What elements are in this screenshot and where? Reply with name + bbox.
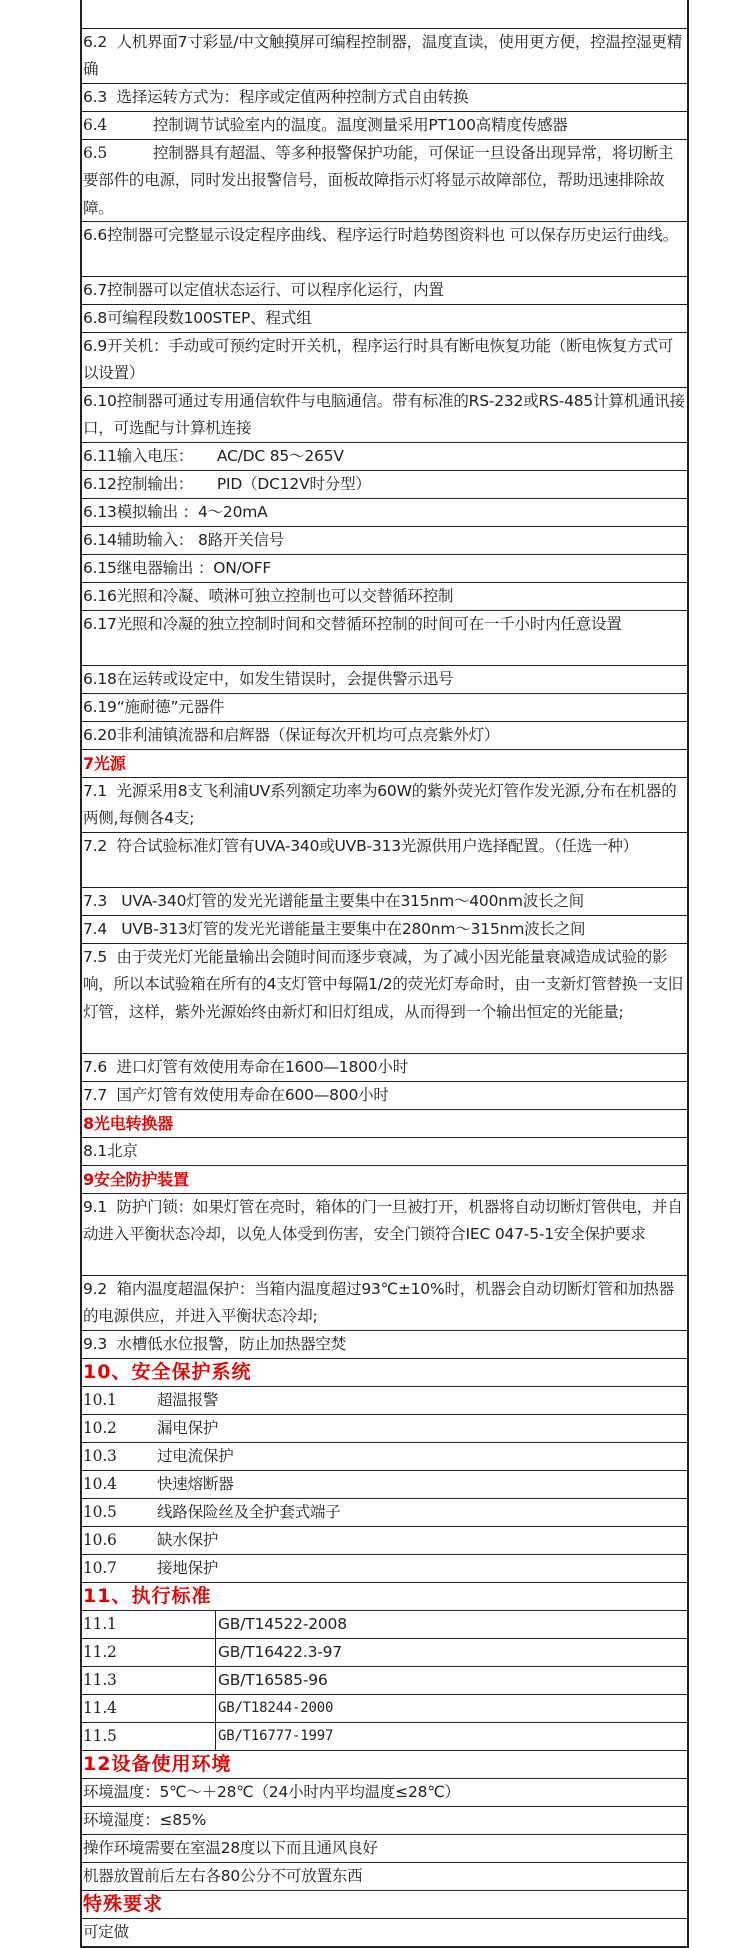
item-number: 6.10 <box>83 392 117 410</box>
standard-row-11-1 <box>82 1610 687 1638</box>
spec-row-10-5 <box>82 1498 687 1526</box>
item-text: 模拟输出 ：4～20mA <box>116 503 268 521</box>
env-row-ventilation: 操作环境需要在室温28度以下而且通风良好 <box>82 1834 687 1862</box>
item-number: 10.1 <box>83 1391 117 1409</box>
item-text: 辅助输入： 8路开关信号 <box>116 531 285 549</box>
item-text: 进口灯管有效使用寿命在1600—1800小时 <box>116 1058 409 1076</box>
item-text: 快速熔断器 <box>157 1475 234 1493</box>
item-text: 开关机：手动或可预约定时开关机，程序运行时具有断电恢复功能（断电恢复方式可以设置） <box>83 337 674 383</box>
item-number: 10.5 <box>83 1503 117 1521</box>
item-number: 11.4 <box>82 1695 216 1722</box>
section-title-12: 12设备使用环境 <box>82 1750 687 1778</box>
spec-row-10-1 <box>82 1386 687 1414</box>
spec-row-7-2 <box>82 832 687 887</box>
spec-row-6-2 <box>82 28 687 83</box>
item-number: 10.4 <box>83 1475 117 1493</box>
item-number: 7.3 <box>83 892 108 910</box>
standard-code: GB/T14522-2008 <box>218 1615 347 1633</box>
standard-row-11-2 <box>82 1638 687 1666</box>
spec-row-9-1 <box>82 1193 687 1275</box>
section-title-11: 11、执行标准 <box>82 1582 687 1610</box>
item-number: 6.17 <box>83 615 117 633</box>
item-text: UVA-340灯管的发光光谱能量主要集中在315nm～400nm波长之间 <box>116 892 584 910</box>
item-number: 10.6 <box>83 1531 117 1549</box>
env-row-temperature: 环境温度：5℃～＋28℃（24小时内平均温度≤28℃） <box>82 1778 687 1806</box>
section-title-special: 特殊要求 <box>82 1890 687 1918</box>
item-text: UVB-313灯管的发光光谱能量主要集中在280nm～315nm波长之间 <box>116 920 586 938</box>
spec-row-6-18 <box>82 665 687 693</box>
section-title-10: 10、安全保护系统 <box>82 1358 687 1386</box>
env-row-humidity: 环境湿度：≤85% <box>82 1806 687 1834</box>
spec-row-10-6 <box>82 1526 687 1554</box>
standard-code: GB/T16422.3-97 <box>218 1643 342 1661</box>
section-title-8: 8光电转换器 <box>82 1109 687 1137</box>
item-number: 7.5 <box>83 948 108 966</box>
item-text: 控制器可通过专用通信软件与电脑通信。带有标准的RS-232或RS-485计算机通讯接口，可选配与计算机连接 <box>83 392 685 438</box>
item-text: 防护门锁：如果灯管在亮时，箱体的门一旦被打开，机器将自动切断灯管供电，并自动进入平衡状态冷却，以免人体受到伤害，安全门锁符合IEC 047-5-1安全保护要求 <box>83 1198 683 1244</box>
item-number: 6.6 <box>83 226 108 244</box>
item-number: 7.7 <box>83 1086 108 1104</box>
standard-row-11-5 <box>82 1722 687 1750</box>
spec-row-7-1 <box>82 777 687 832</box>
spec-row-6-9 <box>82 332 687 387</box>
item-text: 漏电保护 <box>157 1419 219 1437</box>
item-text: 在运转或设定中，如发生错误时，会提供警示迅号 <box>116 670 454 688</box>
item-number: 6.5 <box>83 144 108 162</box>
item-text: 国产灯管有效使用寿命在600—800小时 <box>116 1086 389 1104</box>
item-text: 控制器可完整显示设定程序曲线、程序运行时趋势图资料也 可以保存历史运行曲线。 <box>107 226 678 244</box>
item-text: 北京 <box>107 1142 138 1160</box>
spec-row-6-10 <box>82 387 687 442</box>
item-text: 人机界面7寸彩显/中文触摸屏可编程控制器，温度直读，使用更方便，控温控湿更精确 <box>83 33 683 79</box>
spec-row-9-2 <box>82 1275 687 1330</box>
item-number: 11.3 <box>82 1667 216 1694</box>
spec-row-7-3 <box>82 887 687 915</box>
item-text: 超温报警 <box>157 1391 219 1409</box>
spec-row-7-6 <box>82 1053 687 1081</box>
item-number: 6.19 <box>83 698 117 716</box>
item-number: 6.20 <box>83 726 117 744</box>
item-number: 9.2 <box>83 1280 108 1298</box>
item-number: 7.2 <box>83 837 108 855</box>
standard-row-11-3 <box>82 1666 687 1694</box>
item-number: 6.7 <box>83 281 108 299</box>
item-number: 11.2 <box>82 1639 216 1666</box>
item-text: 过电流保护 <box>157 1447 234 1465</box>
item-text: 非利浦镇流器和启辉器（保证每次开机均可点亮紫外灯） <box>116 726 500 744</box>
spec-row-6-16 <box>82 582 687 610</box>
item-number: 6.15 <box>83 559 117 577</box>
item-number: 6.2 <box>83 33 108 51</box>
item-text: 继电器输出 ：ON/OFF <box>116 559 272 577</box>
item-text: 控制器具有超温、等多种报警保护功能，可保证一旦设备出现异常，将切断主要部件的电源，同时发出报警信号，面板故障指示灯将显示故障部位，帮助迅速排除故障。 <box>83 144 674 217</box>
item-number: 8.1 <box>83 1142 108 1160</box>
item-number: 6.12 <box>83 475 117 493</box>
item-number: 6.9 <box>83 337 108 355</box>
spec-row-7-7 <box>82 1081 687 1109</box>
spec-row-6-4 <box>82 111 687 139</box>
item-number: 11.5 <box>82 1723 216 1750</box>
spec-row-6-6 <box>82 221 687 276</box>
item-number: 6.4 <box>83 116 108 134</box>
standard-code: GB/T16585-96 <box>218 1671 328 1689</box>
empty-row <box>82 0 687 28</box>
standard-code: GB/T18244-2000 <box>218 1700 334 1716</box>
spec-row-6-7 <box>82 276 687 304</box>
item-number: 11.1 <box>82 1611 216 1638</box>
item-text: 水槽低水位报警，防止加热器空焚 <box>116 1335 347 1353</box>
spec-row-9-3 <box>82 1330 687 1358</box>
item-text: 由于荧光灯光能量输出会随时间而逐步衰减，为了减小因光能量衰减造成试验的影响，所以本试验箱在所有的4支灯管中每隔1/2的荧光灯寿命时，由一支新灯管替换一支旧灯管，这样，紫外光源始终由新灯和旧灯组成，从而得到一个输出恒定的光能量; <box>83 948 684 1021</box>
item-number: 9.3 <box>83 1335 108 1353</box>
item-number: 10.2 <box>83 1419 117 1437</box>
standard-row-11-4 <box>82 1694 687 1722</box>
item-text: 可编程段数100STEP、程式组 <box>107 309 312 327</box>
item-number: 7.4 <box>83 920 108 938</box>
item-text: 输入电压： AC/DC 85～265V <box>116 447 344 465</box>
env-row-clearance: 机器放置前后左右各80公分不可放置东西 <box>82 1862 687 1890</box>
item-number: 6.13 <box>83 503 117 521</box>
item-number: 10.7 <box>83 1559 117 1577</box>
section-title-7: 7光源 <box>82 749 687 777</box>
item-number: 6.14 <box>83 531 117 549</box>
item-text: 光照和冷凝的独立控制时间和交替循环控制的时间可在一千小时内任意设置 <box>116 615 622 633</box>
item-number: 6.18 <box>83 670 117 688</box>
item-text: 控制输出： PID（DC12V时分型） <box>116 475 371 493</box>
spec-table <box>80 0 689 1948</box>
spec-row-7-5 <box>82 943 687 1053</box>
item-number: 7.6 <box>83 1058 108 1076</box>
spec-row-7-4 <box>82 915 687 943</box>
item-number: 6.8 <box>83 309 108 327</box>
spec-row-6-8 <box>82 304 687 332</box>
special-requirement: 可定做 <box>82 1918 687 1946</box>
item-number: 9.1 <box>83 1198 108 1216</box>
spec-row-6-13 <box>82 498 687 526</box>
spec-row-8-1 <box>82 1137 687 1165</box>
section-title-9: 9安全防护装置 <box>82 1165 687 1193</box>
spec-row-6-17 <box>82 610 687 665</box>
item-text: 控制器可以定值状态运行、可以程序化运行，内置 <box>107 281 444 299</box>
item-text: 控制调节试验室内的温度。温度测量采用PT100高精度传感器 <box>153 116 568 134</box>
item-number: 7.1 <box>83 782 108 800</box>
spec-row-6-5 <box>82 139 687 221</box>
spec-row-6-11 <box>82 442 687 470</box>
item-text: 光照和冷凝、喷淋可独立控制也可以交替循环控制 <box>116 587 454 605</box>
spec-row-6-19 <box>82 693 687 721</box>
spec-row-10-3 <box>82 1442 687 1470</box>
item-text: “施耐德”元器件 <box>116 698 225 716</box>
item-number: 10.3 <box>83 1447 117 1465</box>
item-text: 线路保险丝及全护套式端子 <box>157 1503 341 1521</box>
spec-row-10-7 <box>82 1554 687 1582</box>
spec-row-10-2 <box>82 1414 687 1442</box>
standard-code: GB/T16777-1997 <box>218 1728 334 1744</box>
item-text: 箱内温度超温保护：当箱内温度超过93℃±10%时，机器会自动切断灯管和加热器的电源供应，并进入平衡状态冷却; <box>83 1280 675 1326</box>
spec-row-10-4 <box>82 1470 687 1498</box>
item-number: 6.16 <box>83 587 117 605</box>
item-text: 选择运转方式为：程序或定值两种控制方式自由转换 <box>116 88 469 106</box>
item-text: 光源采用8支飞利浦UV系列额定功率为60W的紫外荧光灯管作发光源,分布在机器的两侧,每侧各4支; <box>83 782 677 828</box>
item-number: 6.11 <box>83 447 117 465</box>
item-text: 符合试验标准灯管有UVA-340或UVB-313光源供用户选择配置。（任选一种） <box>116 837 638 855</box>
spec-row-6-20 <box>82 721 687 749</box>
item-number: 6.3 <box>83 88 108 106</box>
spec-row-6-12 <box>82 470 687 498</box>
spec-row-6-3 <box>82 83 687 111</box>
spec-row-6-15 <box>82 554 687 582</box>
item-text: 接地保护 <box>157 1559 219 1577</box>
item-text: 缺水保护 <box>157 1531 219 1549</box>
spec-row-6-14 <box>82 526 687 554</box>
